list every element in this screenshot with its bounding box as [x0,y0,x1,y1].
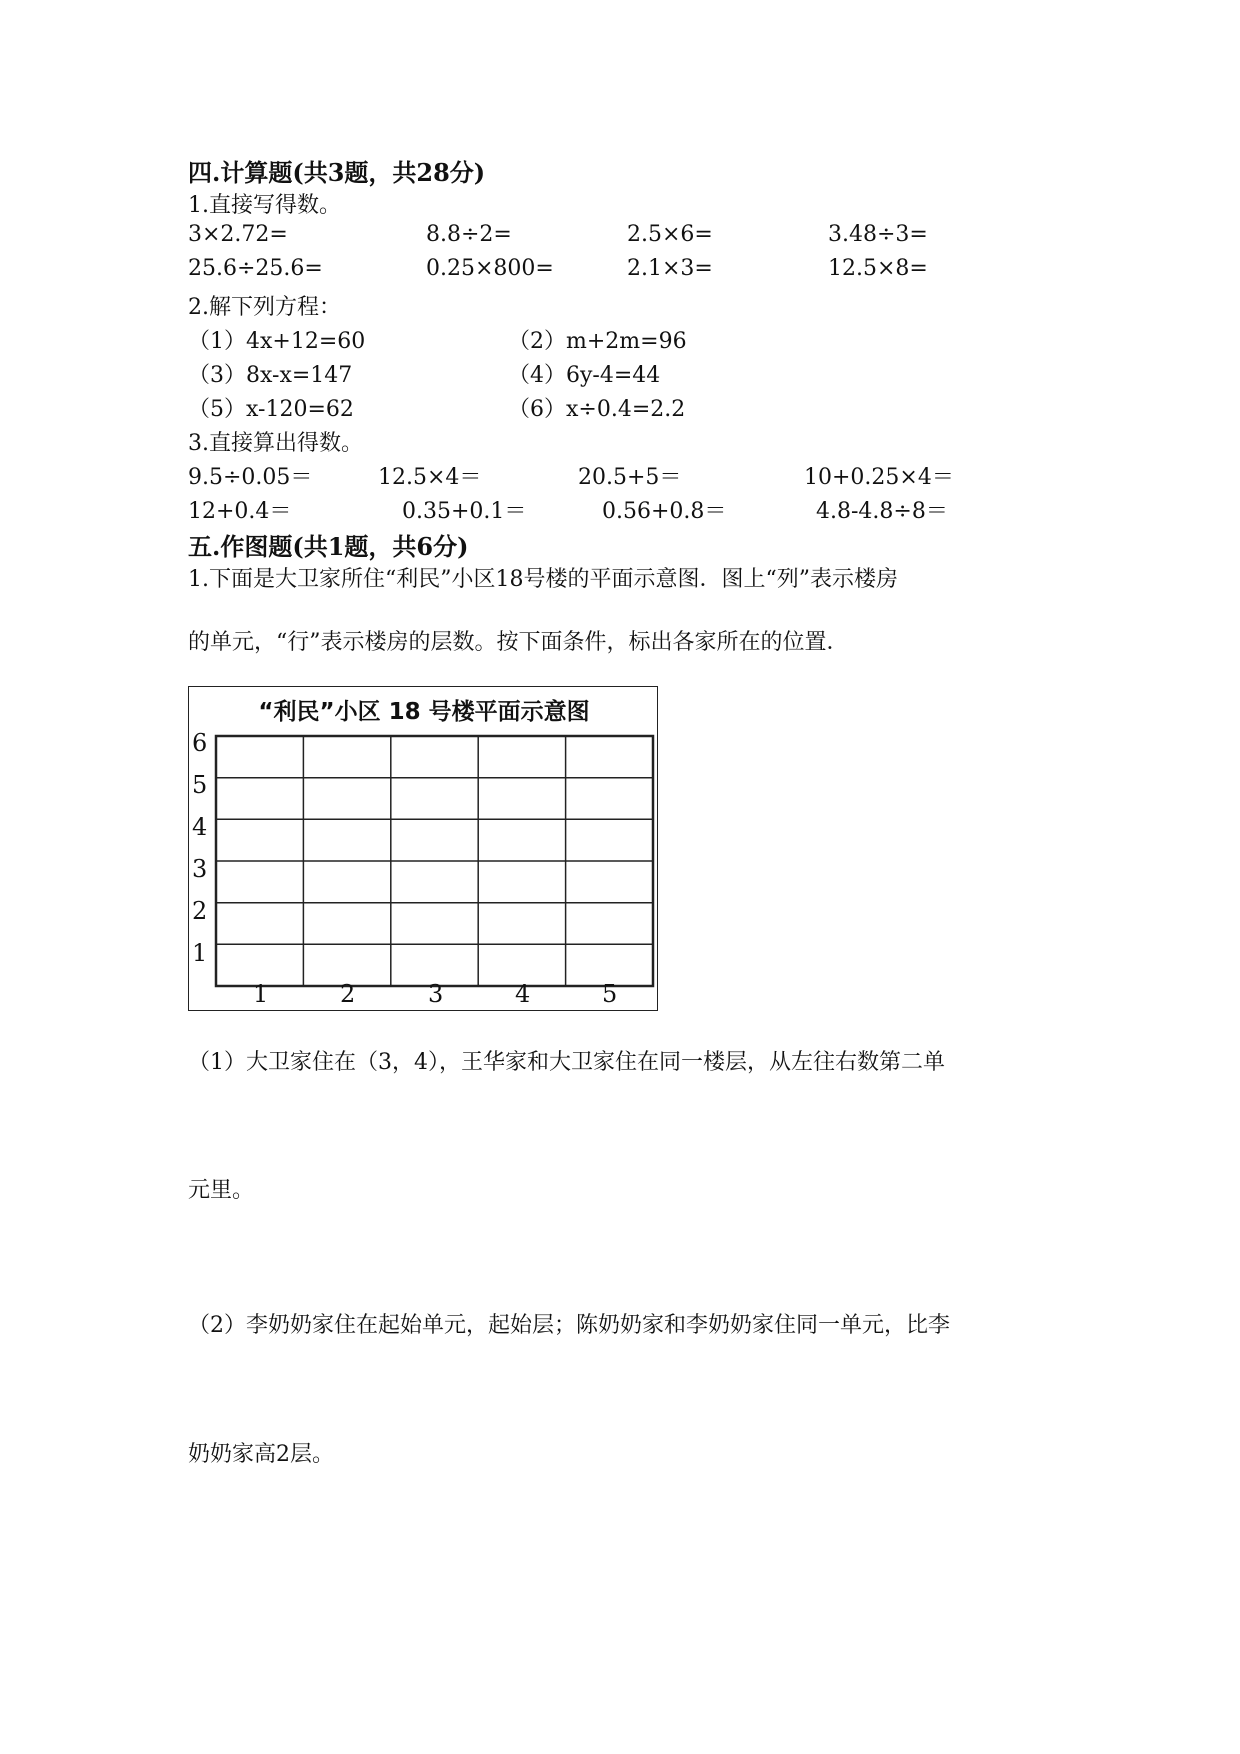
q3-item: 20.5+5＝ [578,465,682,490]
row-label: 5 [192,771,208,799]
q3-item: 12+0.4＝ [188,499,292,524]
q1-item: 2.5×6= [627,222,713,247]
q1-item: 2.1×3= [627,256,713,281]
row-label: 6 [192,729,208,757]
q2-item: （5）x-120=62 [188,397,354,422]
condition-1-text: （1）大卫家住在（3，4），王华家和大卫家住在同一楼层，从左往右数第二单 [188,1050,945,1075]
condition-2-text: （2）李奶奶家住在起始单元，起始层；陈奶奶家和李奶奶家住同一单元，比李 [188,1313,950,1338]
condition-1-text: 元里。 [188,1178,255,1203]
row-label: 3 [192,855,208,883]
floor-plan-grid [189,687,659,1012]
q2-item: （1）4x+12=60 [188,329,366,354]
q1-item: 12.5×8= [828,256,928,281]
q1-item: 25.6÷25.6= [188,256,323,281]
q3-item: 0.56+0.8＝ [602,499,727,524]
section5-heading: 五.作图题(共1题，共6分) [188,532,469,561]
q1-item: 3×2.72= [188,222,288,247]
q2-item: （6）x÷0.4=2.2 [508,397,686,422]
q1-item: 3.48÷3= [828,222,928,247]
col-label: 4 [515,980,531,1008]
row-label: 2 [192,897,208,925]
floor-plan-title: “利民”小区 18 号楼平面示意图 [258,699,590,725]
row-label: 1 [192,939,208,967]
q2-title: 2.解下列方程： [188,295,341,320]
q3-title: 3.直接算出得数。 [188,431,363,456]
col-label: 2 [340,980,356,1008]
problem-text: 1.下面是大卫家所住“利民”小区18号楼的平面示意图．图上“列”表示楼房 [188,567,898,592]
q2-item: （2）m+2m=96 [508,329,687,354]
q1-title: 1.直接写得数。 [188,193,341,218]
q1-item: 0.25×800= [426,256,554,281]
section4-heading: 四.计算题(共3题，共28分) [188,158,486,187]
col-label: 5 [602,980,618,1008]
q3-item: 0.35+0.1＝ [402,499,527,524]
floor-plan-figure [188,686,658,1011]
q3-item: 12.5×4＝ [378,465,482,490]
q2-item: （3）8x-x=147 [188,363,353,388]
q2-item: （4）6y-4=44 [508,363,661,388]
col-label: 1 [253,980,269,1008]
problem-text: 的单元，“行”表示楼房的层数。按下面条件，标出各家所在的位置． [188,630,849,655]
q3-item: 9.5÷0.05＝ [188,465,313,490]
q3-item: 4.8-4.8÷8＝ [816,499,948,524]
col-label: 3 [428,980,444,1008]
q1-item: 8.8÷2= [426,222,512,247]
condition-2-text: 奶奶家高2层。 [188,1442,334,1467]
row-label: 4 [192,813,208,841]
q3-item: 10+0.25×4＝ [804,465,954,490]
